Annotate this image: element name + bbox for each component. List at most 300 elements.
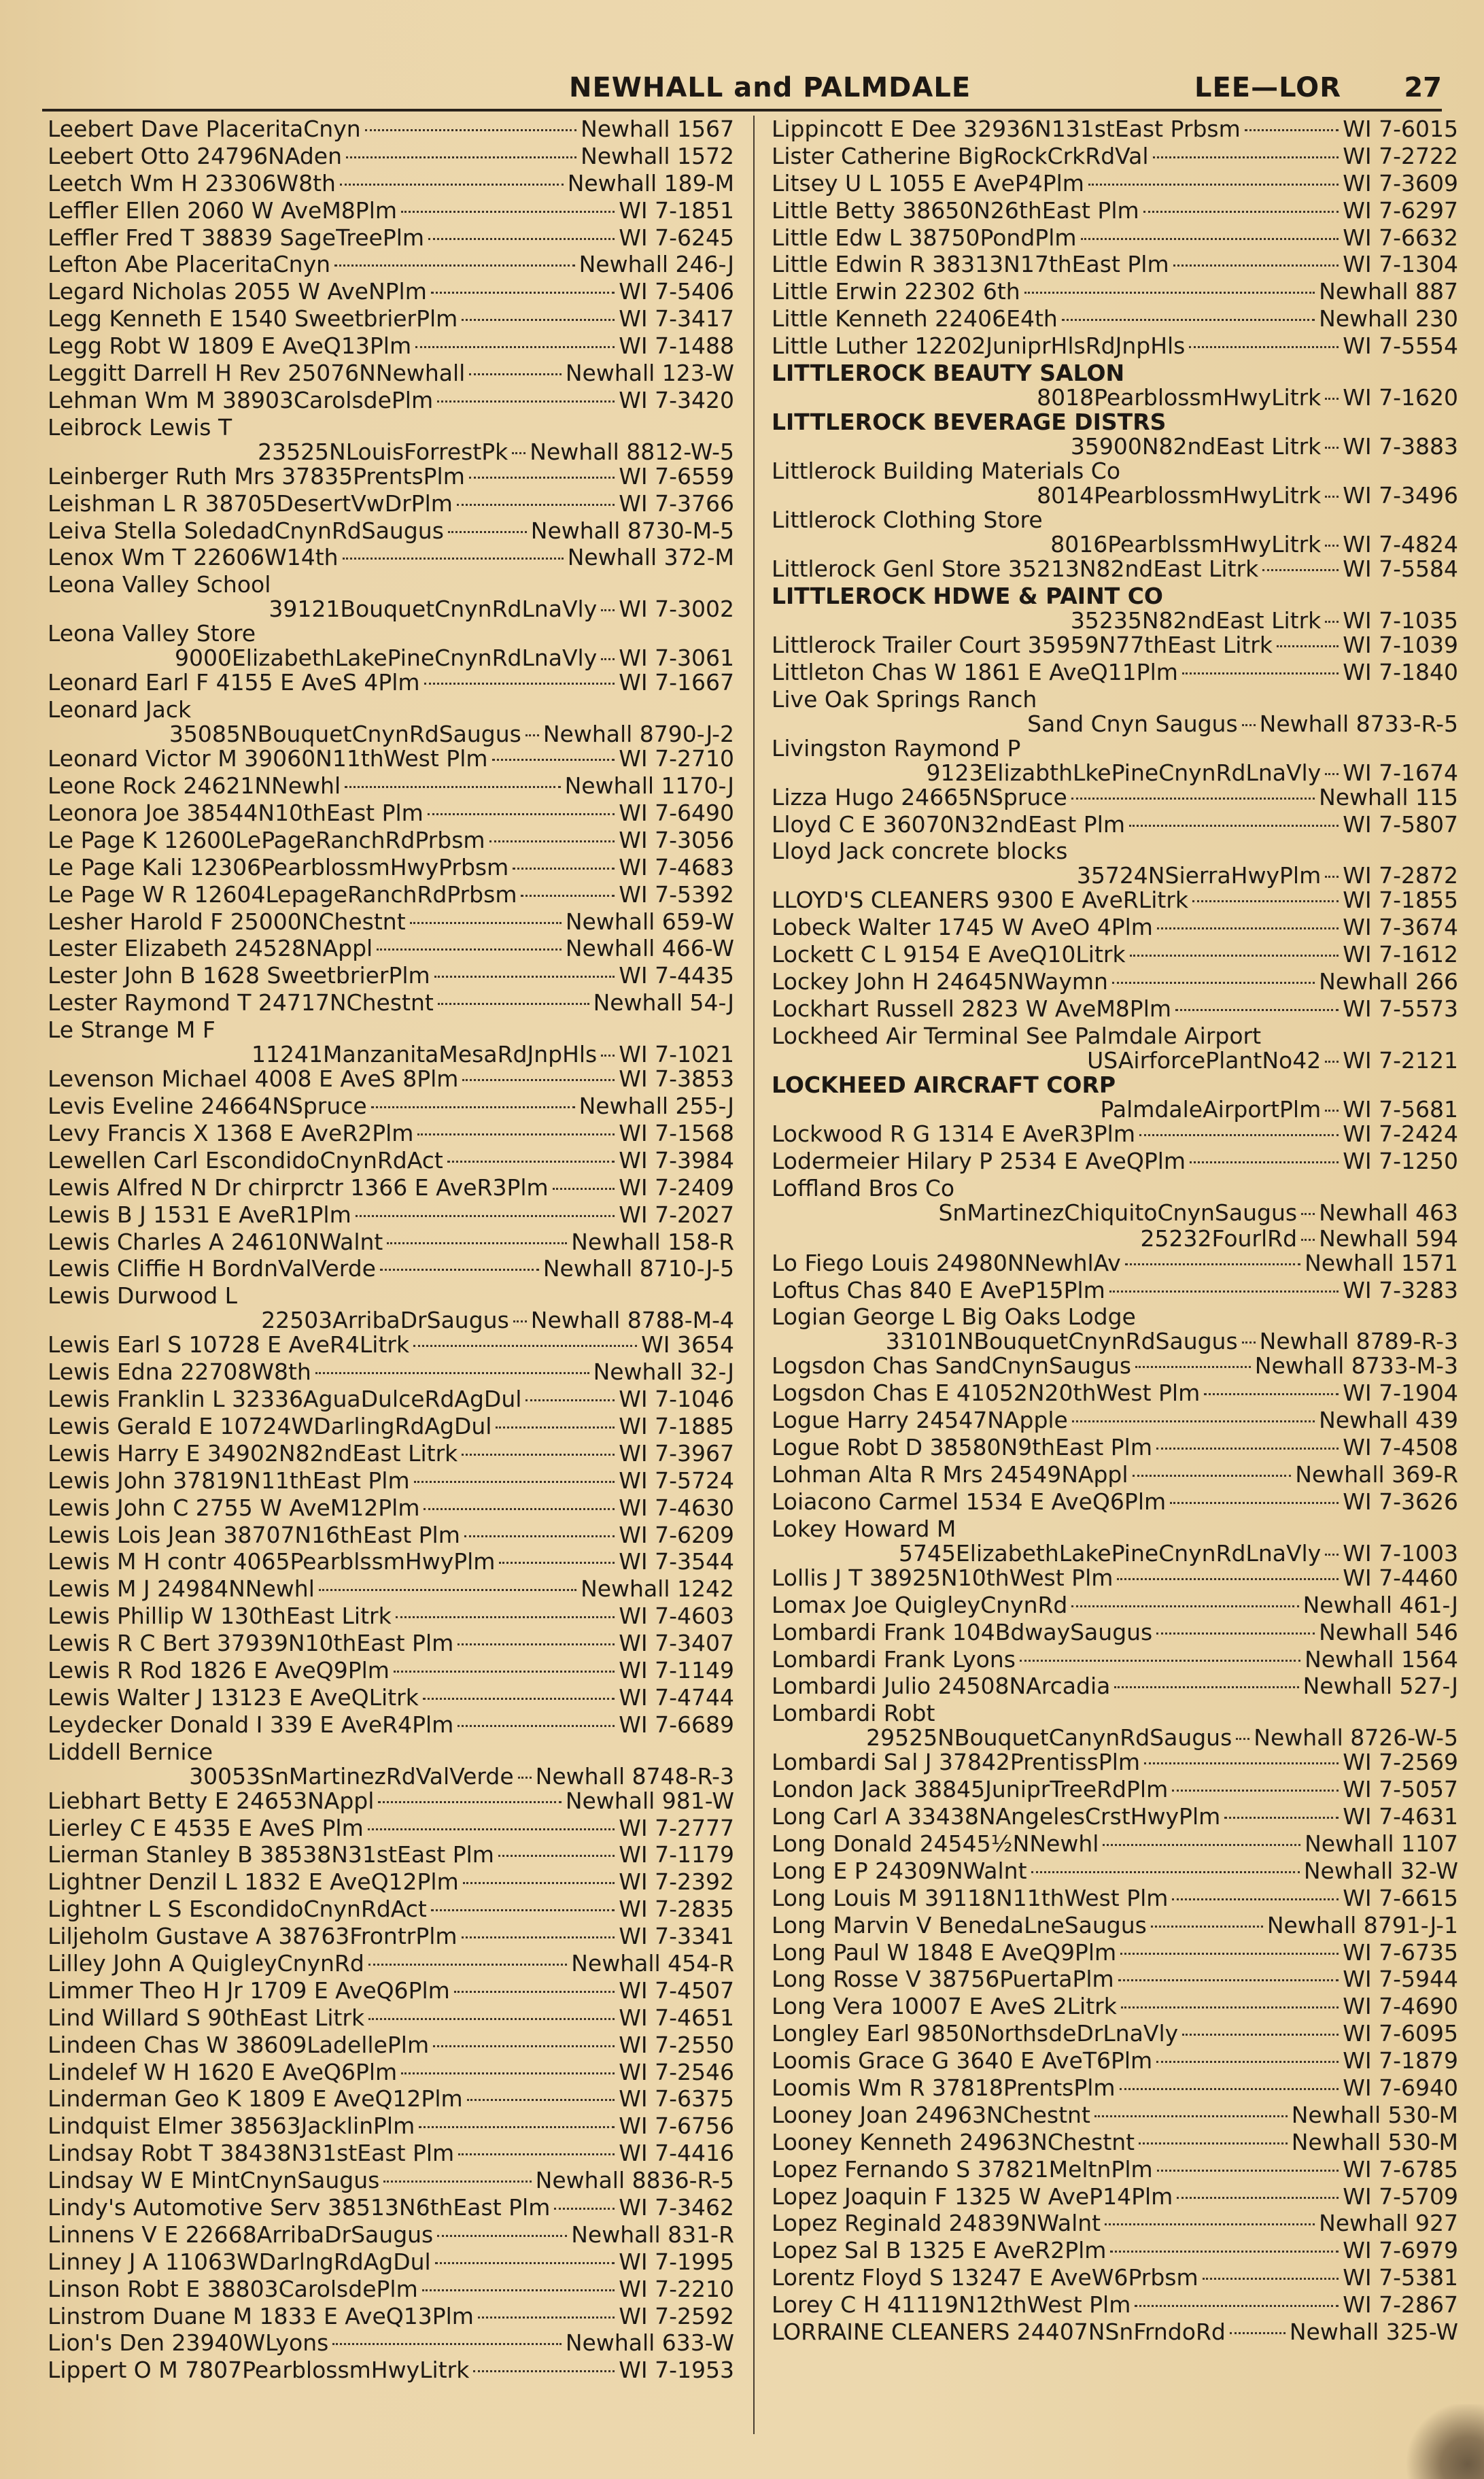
leader-dots <box>1130 954 1339 957</box>
leader-dots <box>1301 1212 1315 1215</box>
listing-phone: WI 7-6375 <box>619 2085 734 2113</box>
listing-phone: WI 7-3853 <box>619 1065 734 1093</box>
listing-name: Lister Catherine BigRockCrkRdVal <box>772 142 1149 169</box>
listing-row <box>772 2237 1458 2264</box>
listing-phone: Newhall 115 <box>1319 783 1458 810</box>
leader-dots <box>437 2234 567 2237</box>
listing-name: Linstrom Duane M 1833 E AveQ13Plm <box>48 2302 474 2329</box>
listing-phone: Newhall 461-J <box>1302 1591 1458 1618</box>
listing-phone: WI 7-3674 <box>1343 914 1458 941</box>
listing-name: Lindsay W E MintCnynSaugus <box>48 2167 380 2194</box>
listing-phone: Newhall 527-J <box>1302 1673 1458 1700</box>
listing-name: Live Oak Springs Ranch <box>772 685 1037 713</box>
listing-name: Lombardi Robt <box>772 1700 935 1727</box>
listing-phone: WI 7-2569 <box>1343 1749 1458 1776</box>
listing-row <box>772 1776 1458 1803</box>
listing-name: Little Kenneth 22406E4th <box>772 305 1058 332</box>
listing-row <box>48 2140 734 2167</box>
listing-name: Linney J A 11063WDarlngRdAgDul <box>48 2248 431 2275</box>
listing-phone: Newhall 887 <box>1319 278 1458 305</box>
leader-dots <box>1121 2006 1339 2008</box>
listing-name: Lopez Reginald 24839NWalnt <box>772 2210 1101 2237</box>
leader-dots <box>1156 2060 1339 2063</box>
listing-phone: WI 7-3984 <box>619 1146 734 1174</box>
listing-name: Lewis Phillip W 130thEast Litrk <box>48 1603 392 1630</box>
listing-phone: WI 7-3056 <box>619 826 734 853</box>
leader-dots <box>1153 156 1339 158</box>
listing-name: Littlerock Clothing Store <box>772 507 1043 534</box>
listing-phone: Newhall 1564 <box>1305 1645 1458 1673</box>
listing-phone: Newhall 439 <box>1319 1407 1458 1434</box>
listing-name: Logue Harry 24547NApple <box>772 1407 1068 1434</box>
listing-address: 9000ElizabethLakePineCnynRdLnaVly <box>174 645 598 672</box>
listing-phone: WI 7-1851 <box>619 196 734 224</box>
leader-dots <box>343 557 564 560</box>
listing-row <box>772 1939 1458 1966</box>
leader-dots <box>1139 2142 1288 2144</box>
listing-name: Lollis J T 38925N10thWest Plm <box>772 1564 1114 1591</box>
leader-dots <box>1192 900 1339 902</box>
listing-address: 8018PearblossmHwyLitrk <box>1037 384 1322 411</box>
listing-phone: Newhall 1571 <box>1305 1249 1458 1276</box>
leader-dots <box>1245 129 1339 131</box>
leader-dots <box>554 2207 615 2210</box>
listing-row <box>48 881 734 908</box>
listing-row <box>48 571 734 623</box>
listing-phone: Newhall 8789-R-3 <box>1259 1328 1458 1355</box>
listing-row <box>48 1440 734 1467</box>
page-number: 27 <box>1404 72 1442 103</box>
listing-row <box>48 278 734 305</box>
listing-address: 35235N82ndEast Litrk <box>1070 606 1322 634</box>
leader-dots <box>525 734 539 736</box>
leader-dots <box>1118 1979 1339 1981</box>
listing-row <box>772 941 1458 968</box>
listing-name: Lobeck Walter 1745 W AveO 4Plm <box>772 914 1153 941</box>
leader-dots <box>1031 1870 1300 1873</box>
leader-dots <box>378 1800 561 1803</box>
leader-dots <box>498 1854 615 1857</box>
listing-phone: WI 7-1039 <box>1343 631 1458 658</box>
listing-row <box>772 251 1458 278</box>
listing-row <box>48 2004 734 2032</box>
leader-dots <box>1120 1952 1339 1955</box>
listing-address: 5745ElizabethLakePineCnynRdLnaVly <box>898 1539 1322 1567</box>
listing-phone: Newhall 8726-W-5 <box>1254 1724 1458 1751</box>
listing-phone: WI 7-5709 <box>1343 2183 1458 2210</box>
listing-row <box>48 332 734 360</box>
listing-phone: WI 7-4603 <box>619 1603 734 1630</box>
listing-name: Lockett C L 9154 E AveQ10Litrk <box>772 941 1126 968</box>
listing-name: Lindeen Chas W 38609LadellePlm <box>48 2031 430 2058</box>
listing-name: Little Betty 38650N26thEast Plm <box>772 196 1139 224</box>
listing-row <box>48 1841 734 1868</box>
listing-name: Long Paul W 1848 E AveQ9Plm <box>772 1938 1117 1966</box>
listing-row <box>772 1885 1458 1912</box>
listing-row <box>48 1548 734 1575</box>
leader-dots <box>332 2342 562 2345</box>
listing-address-line <box>772 1225 1458 1252</box>
listing-phone: Newhall 123-W <box>565 360 734 387</box>
listing-name: Lodermeier Hilary P 2534 E AveQPlm <box>772 1147 1186 1174</box>
leader-dots <box>1071 797 1315 800</box>
listing-phone: Newhall 981-W <box>565 1787 734 1814</box>
listing-row <box>772 995 1458 1023</box>
listing-name: Leonard Earl F 4155 E AveS 4Plm <box>48 669 420 696</box>
listing-phone: WI 7-4631 <box>1343 1803 1458 1830</box>
listing-phone: WI 7-4824 <box>1343 531 1458 558</box>
listing-row <box>48 2085 734 2113</box>
listing-phone: WI 7-3462 <box>619 2194 734 2221</box>
listing-phone: WI 7-6559 <box>619 462 734 490</box>
leader-dots <box>1190 1161 1339 1163</box>
listing-phone: WI 7-2210 <box>619 2275 734 2302</box>
listing-name: Looney Joan 24963NChestnt <box>772 2101 1090 2128</box>
listing-phone: WI 7-6632 <box>1343 224 1458 251</box>
listing-row <box>772 914 1458 941</box>
leader-dots <box>489 840 615 842</box>
listing-row <box>772 1434 1458 1461</box>
listing-name: Logsdon Chas E 41052N20thWest Plm <box>772 1380 1201 1407</box>
listing-name: Lewis Edna 22708W8th <box>48 1358 311 1386</box>
listing-phone: Newhall 369-R <box>1295 1461 1458 1488</box>
listing-address: 35085NBouquetCnynRdSaugus <box>169 721 521 748</box>
listing-address-line <box>772 1096 1458 1123</box>
listing-row <box>772 197 1458 224</box>
listing-address-line <box>772 531 1458 558</box>
listing-row <box>48 387 734 414</box>
leader-dots <box>396 1615 615 1618</box>
listing-name: Long Donald 24545½NNewhl <box>772 1830 1099 1857</box>
listing-row <box>772 1148 1458 1175</box>
leader-dots <box>1129 824 1339 827</box>
listing-name: Leishman L R 38705DesertVwDrPlm <box>48 490 453 517</box>
listing-name: Lokey Howard M <box>772 1515 956 1542</box>
listing-phone: WI 7-4651 <box>619 2004 734 2031</box>
listing-row <box>48 1739 734 1788</box>
listing-row <box>772 1700 1458 1749</box>
listing-phone: WI 7-6689 <box>619 1711 734 1738</box>
listing-row <box>48 1065 734 1093</box>
leader-dots <box>463 1881 615 1884</box>
leader-dots <box>1177 2196 1339 2199</box>
listing-row <box>772 1277 1458 1304</box>
listing-row <box>48 772 734 800</box>
listing-name: LITTLEROCK BEVERAGE DISTRS <box>772 409 1167 436</box>
listing-phone: WI 7-5406 <box>619 278 734 305</box>
listing-row <box>48 2194 734 2221</box>
leader-dots <box>435 2261 615 2264</box>
listing-row <box>772 2210 1458 2237</box>
leader-dots <box>319 1588 576 1591</box>
listing-phone: WI 7-6785 <box>1343 2155 1458 2183</box>
leader-dots <box>1172 1789 1339 1792</box>
listing-phone: Newhall 255-J <box>579 1093 734 1120</box>
listing-phone: WI 7-6015 <box>1343 116 1458 142</box>
leader-dots <box>1203 2277 1339 2280</box>
listing-phone: Newhall 530-M <box>1291 2101 1458 2128</box>
leader-dots <box>1325 772 1339 775</box>
listing-phone: Newhall 454-R <box>571 1949 734 1977</box>
listing-name: Lewis Durwood L <box>48 1282 238 1310</box>
leader-dots <box>368 2017 615 2020</box>
leader-dots <box>365 129 576 131</box>
listing-name: Long Rosse V 38756PuertaPlm <box>772 1966 1114 1993</box>
header-rule <box>42 109 1442 112</box>
listing-name: Lombardi Sal J 37842PrentissPlm <box>772 1749 1141 1776</box>
listing-phone: WI 7-4508 <box>1343 1434 1458 1461</box>
listing-row <box>772 887 1458 914</box>
listing-name: Lierley C E 4535 E AveS Plm <box>48 1814 364 1841</box>
listing-address-line <box>48 1763 734 1790</box>
listing-phone: Newhall 8791-J-1 <box>1266 1911 1458 1938</box>
listing-phone: Newhall 1107 <box>1305 1830 1458 1857</box>
listing-name: Lewis Franklin L 32336AguaDulceRdAgDul <box>48 1386 522 1413</box>
listing-name: Lindquist Elmer 38563JacklinPlm <box>48 2113 415 2140</box>
listing-phone: WI 7-4435 <box>619 962 734 989</box>
listing-name: Lindsay Robt T 38438N31stEast Plm <box>48 2140 455 2167</box>
listing-phone: WI 7-4744 <box>619 1683 734 1711</box>
listing-row <box>772 1592 1458 1619</box>
listing-name: Lenox Wm T 22606W14th <box>48 544 339 571</box>
listing-row <box>772 360 1458 409</box>
listing-name: Lopez Fernando S 37821MeltnPlm <box>772 2155 1153 2183</box>
listing-phone: WI 7-5381 <box>1343 2264 1458 2291</box>
leader-dots <box>518 1776 532 1779</box>
leader-dots <box>431 1909 615 1911</box>
listing-phone: Newhall 8812-W-5 <box>530 438 734 465</box>
leader-dots <box>1072 1420 1315 1422</box>
listing-address-line <box>772 1540 1458 1567</box>
leader-dots <box>1175 1008 1339 1011</box>
leader-dots <box>467 2098 615 2101</box>
listing-phone: WI 7-3883 <box>1343 433 1458 460</box>
listing-name: Lorey C H 41119N12thWest Plm <box>772 2291 1131 2319</box>
leader-dots <box>1081 237 1339 240</box>
listing-phone: Newhall 54-J <box>593 989 734 1016</box>
listing-phone: WI 7-4690 <box>1343 1993 1458 2020</box>
listing-phone: WI 7-4507 <box>619 1977 734 2004</box>
listing-name: Lewis Alfred N Dr chirprctr 1366 E AveR3Plm <box>48 1174 549 1201</box>
listing-phone: WI 7-2872 <box>1343 862 1458 889</box>
listing-phone: WI 7-1620 <box>1343 384 1458 411</box>
leader-dots <box>1103 1843 1300 1846</box>
listing-name: LLOYD'S CLEANERS 9300 E AveRLitrk <box>772 887 1188 914</box>
listing-address-line <box>48 596 734 623</box>
leader-dots <box>1242 1341 1256 1344</box>
listing-row <box>48 1413 734 1440</box>
leader-dots <box>340 183 564 186</box>
listing-name: Lewis Gerald E 10724WDarlingRdAgDul <box>48 1412 492 1439</box>
listing-name: Lewis Charles A 24610NWalnt <box>48 1228 383 1255</box>
listing-row <box>48 1386 734 1413</box>
listing-name: LITTLEROCK HDWE & PAINT CO <box>772 582 1163 609</box>
listing-phone: WI 7-1904 <box>1343 1380 1458 1407</box>
listing-row <box>772 278 1458 305</box>
listing-name: Litsey U L 1055 E AveP4Plm <box>772 169 1084 196</box>
listing-row <box>48 2276 734 2303</box>
leader-dots <box>601 1054 615 1057</box>
listing-row <box>48 251 734 278</box>
listing-phone: WI 7-1035 <box>1343 606 1458 634</box>
column-divider <box>753 116 755 2434</box>
listing-phone: WI 7-5057 <box>1343 1776 1458 1803</box>
listing-name: Lippincott E Dee 32936N131stEast Prbsm <box>772 116 1241 142</box>
leader-dots <box>1117 1577 1339 1580</box>
listing-phone: WI 7-3283 <box>1343 1276 1458 1303</box>
listing-name: Legard Nicholas 2055 W AveNPlm <box>48 278 427 305</box>
listing-name: Leggitt Darrell H Rev 25076NNewhall <box>48 360 466 387</box>
leader-dots <box>478 2316 615 2319</box>
listing-row <box>772 143 1458 170</box>
listing-name: LORRAINE CLEANERS 24407NSnFrndoRd <box>772 2318 1226 2345</box>
listing-name: Lewis M J 24984NNewhl <box>48 1575 315 1603</box>
listing-phone: WI 7-1885 <box>619 1412 734 1439</box>
listing-phone: Newhall 8733-M-3 <box>1254 1352 1458 1380</box>
listing-phone: Newhall 266 <box>1319 968 1458 995</box>
leader-dots <box>1135 2304 1339 2307</box>
listing-address: 30053SnMartinezRdValVerde <box>189 1762 514 1790</box>
listing-row <box>772 1516 1458 1565</box>
listing-name: Lohman Alta R Mrs 24549NAppl <box>772 1461 1128 1488</box>
listing-row <box>48 1603 734 1630</box>
listing-row <box>772 116 1458 143</box>
listing-row <box>772 2020 1458 2047</box>
listing-name: Leffler Ellen 2060 W AveM8Plm <box>48 196 398 224</box>
listing-phone: WI 7-1304 <box>1343 251 1458 278</box>
listing-name: Lizza Hugo 24665NSpruce <box>772 783 1067 810</box>
leader-dots <box>553 1187 615 1190</box>
listing-address-line <box>772 1328 1458 1355</box>
listing-row <box>48 2329 734 2357</box>
listing-name: Le Page Kali 12306PearblossmHwyPrbsm <box>48 853 509 881</box>
listing-phone: WI 7-6979 <box>1343 2237 1458 2264</box>
listing-phone: Newhall 1572 <box>581 142 734 169</box>
listing-row <box>772 632 1458 659</box>
listing-row <box>48 414 734 463</box>
leader-dots <box>513 867 615 870</box>
leader-dots <box>1024 291 1315 294</box>
listing-row <box>772 838 1458 887</box>
leader-dots <box>1125 1263 1300 1265</box>
listing-name: Looney Kenneth 24963NChestnt <box>772 2128 1135 2155</box>
listing-name: Leebert Otto 24796NAden <box>48 142 343 169</box>
leader-dots <box>433 2045 615 2047</box>
listing-name: Lefton Abe PlaceritaCnyn <box>48 251 331 278</box>
listing-phone: WI 7-1855 <box>1343 887 1458 914</box>
listing-row <box>48 620 734 672</box>
listing-row <box>772 1380 1458 1407</box>
leader-dots <box>1325 397 1339 400</box>
listing-name: Lindelef W H 1620 E AveQ6Plm <box>48 2058 398 2085</box>
listing-row <box>48 1630 734 1657</box>
listing-name: Liddell Bernice <box>48 1738 213 1765</box>
leader-dots <box>462 1453 615 1456</box>
listing-name: LOCKHEED AIRCRAFT CORP <box>772 1071 1116 1098</box>
listing-name: Lewis B J 1531 E AveR1Plm <box>48 1201 351 1228</box>
listing-phone: WI 7-6297 <box>1343 196 1458 224</box>
listing-phone: WI 7-6940 <box>1343 2074 1458 2101</box>
listing-phone: WI 7-2550 <box>619 2031 734 2058</box>
leader-dots <box>1242 723 1256 726</box>
leader-dots <box>513 1320 527 1322</box>
listing-phone: Newhall 1567 <box>581 116 734 142</box>
listing-name: Le Page W R 12604LepageRanchRdPrbsm <box>48 881 517 908</box>
leader-dots <box>368 1963 567 1966</box>
listing-row <box>772 1619 1458 1646</box>
listing-row <box>48 1788 734 1815</box>
leader-dots <box>1172 1898 1339 1900</box>
listing-name: Lopez Sal B 1325 E AveR2Plm <box>772 2237 1107 2264</box>
leader-dots <box>521 894 615 897</box>
listing-phone: WI 7-1021 <box>619 1041 734 1068</box>
listing-phone: WI 7-1612 <box>1343 941 1458 968</box>
listing-row <box>48 827 734 854</box>
listing-address: Sand Cnyn Saugus <box>1027 710 1238 737</box>
listing-phone: Newhall 530-M <box>1291 2128 1458 2155</box>
listing-name: Little Edw L 38750PondPlm <box>772 224 1077 251</box>
leader-dots <box>1156 1447 1339 1450</box>
leader-dots <box>368 1828 615 1830</box>
leader-dots <box>512 451 525 454</box>
leader-dots <box>1062 318 1315 321</box>
listing-name: Loffland Bros Co <box>772 1174 955 1201</box>
listing-row <box>48 669 734 696</box>
leader-dots <box>401 2072 615 2074</box>
listing-row <box>772 1646 1458 1673</box>
listing-row <box>48 2249 734 2276</box>
listing-name: Lilley John A QuigleyCnynRd <box>48 1949 364 1977</box>
listing-name: Legg Robt W 1809 E AveQ13Plm <box>48 332 412 360</box>
leader-dots <box>410 921 562 924</box>
listing-name: Lehman Wm M 38903CarolsdePlm <box>48 386 434 413</box>
listing-row <box>772 2156 1458 2183</box>
listing-row <box>772 968 1458 995</box>
listing-name: Le Strange M F <box>48 1016 215 1044</box>
listing-address: 29525NBouquetCanynRdSaugus <box>866 1724 1232 1751</box>
listing-name: Leydecker Donald I 339 E AveR4Plm <box>48 1711 454 1738</box>
listing-row <box>48 1016 734 1068</box>
page-stain <box>1402 2404 1484 2479</box>
listing-row <box>48 1494 734 1522</box>
listing-phone: WI 7-5944 <box>1343 1966 1458 1993</box>
listing-name: Lewis John C 2755 W AveM12Plm <box>48 1494 420 1521</box>
listing-row <box>772 2319 1458 2346</box>
leader-dots <box>1157 2169 1339 2172</box>
listing-name: Levy Francis X 1368 E AveR2Plm <box>48 1119 414 1146</box>
listing-address-line <box>48 1307 734 1334</box>
listing-phone: WI 7-3341 <box>619 1923 734 1950</box>
listing-row <box>772 735 1458 784</box>
listing-name: Loftus Chas 840 E AveP15Plm <box>772 1276 1105 1303</box>
listing-phone: WI 7-2710 <box>619 745 734 772</box>
leader-dots <box>462 1078 615 1081</box>
listing-phone: Newhall 8790-J-2 <box>542 721 734 748</box>
listing-name: Lombardi Frank 104BdwaySaugus <box>772 1618 1153 1645</box>
listing-name: Linson Robt E 38803CarolsdePlm <box>48 2275 418 2302</box>
leader-dots <box>383 2180 531 2183</box>
listing-name: Lloyd Jack concrete blocks <box>772 838 1068 865</box>
listing-name: Lion's Den 23940WLyons <box>48 2329 329 2357</box>
listing-name: Long Carl A 33438NAngelesCrstHwyPlm <box>772 1803 1221 1830</box>
leader-dots <box>1325 620 1339 623</box>
listing-address-line <box>772 482 1458 509</box>
listing-address: 22503ArribaDrSaugus <box>261 1307 509 1334</box>
listing-phone: WI 7-2835 <box>619 1896 734 1923</box>
leader-dots <box>1135 1365 1251 1368</box>
listing-address: 39121BouquetCnynRdLnaVly <box>269 596 598 623</box>
listing-phone: WI 7-3407 <box>619 1630 734 1657</box>
